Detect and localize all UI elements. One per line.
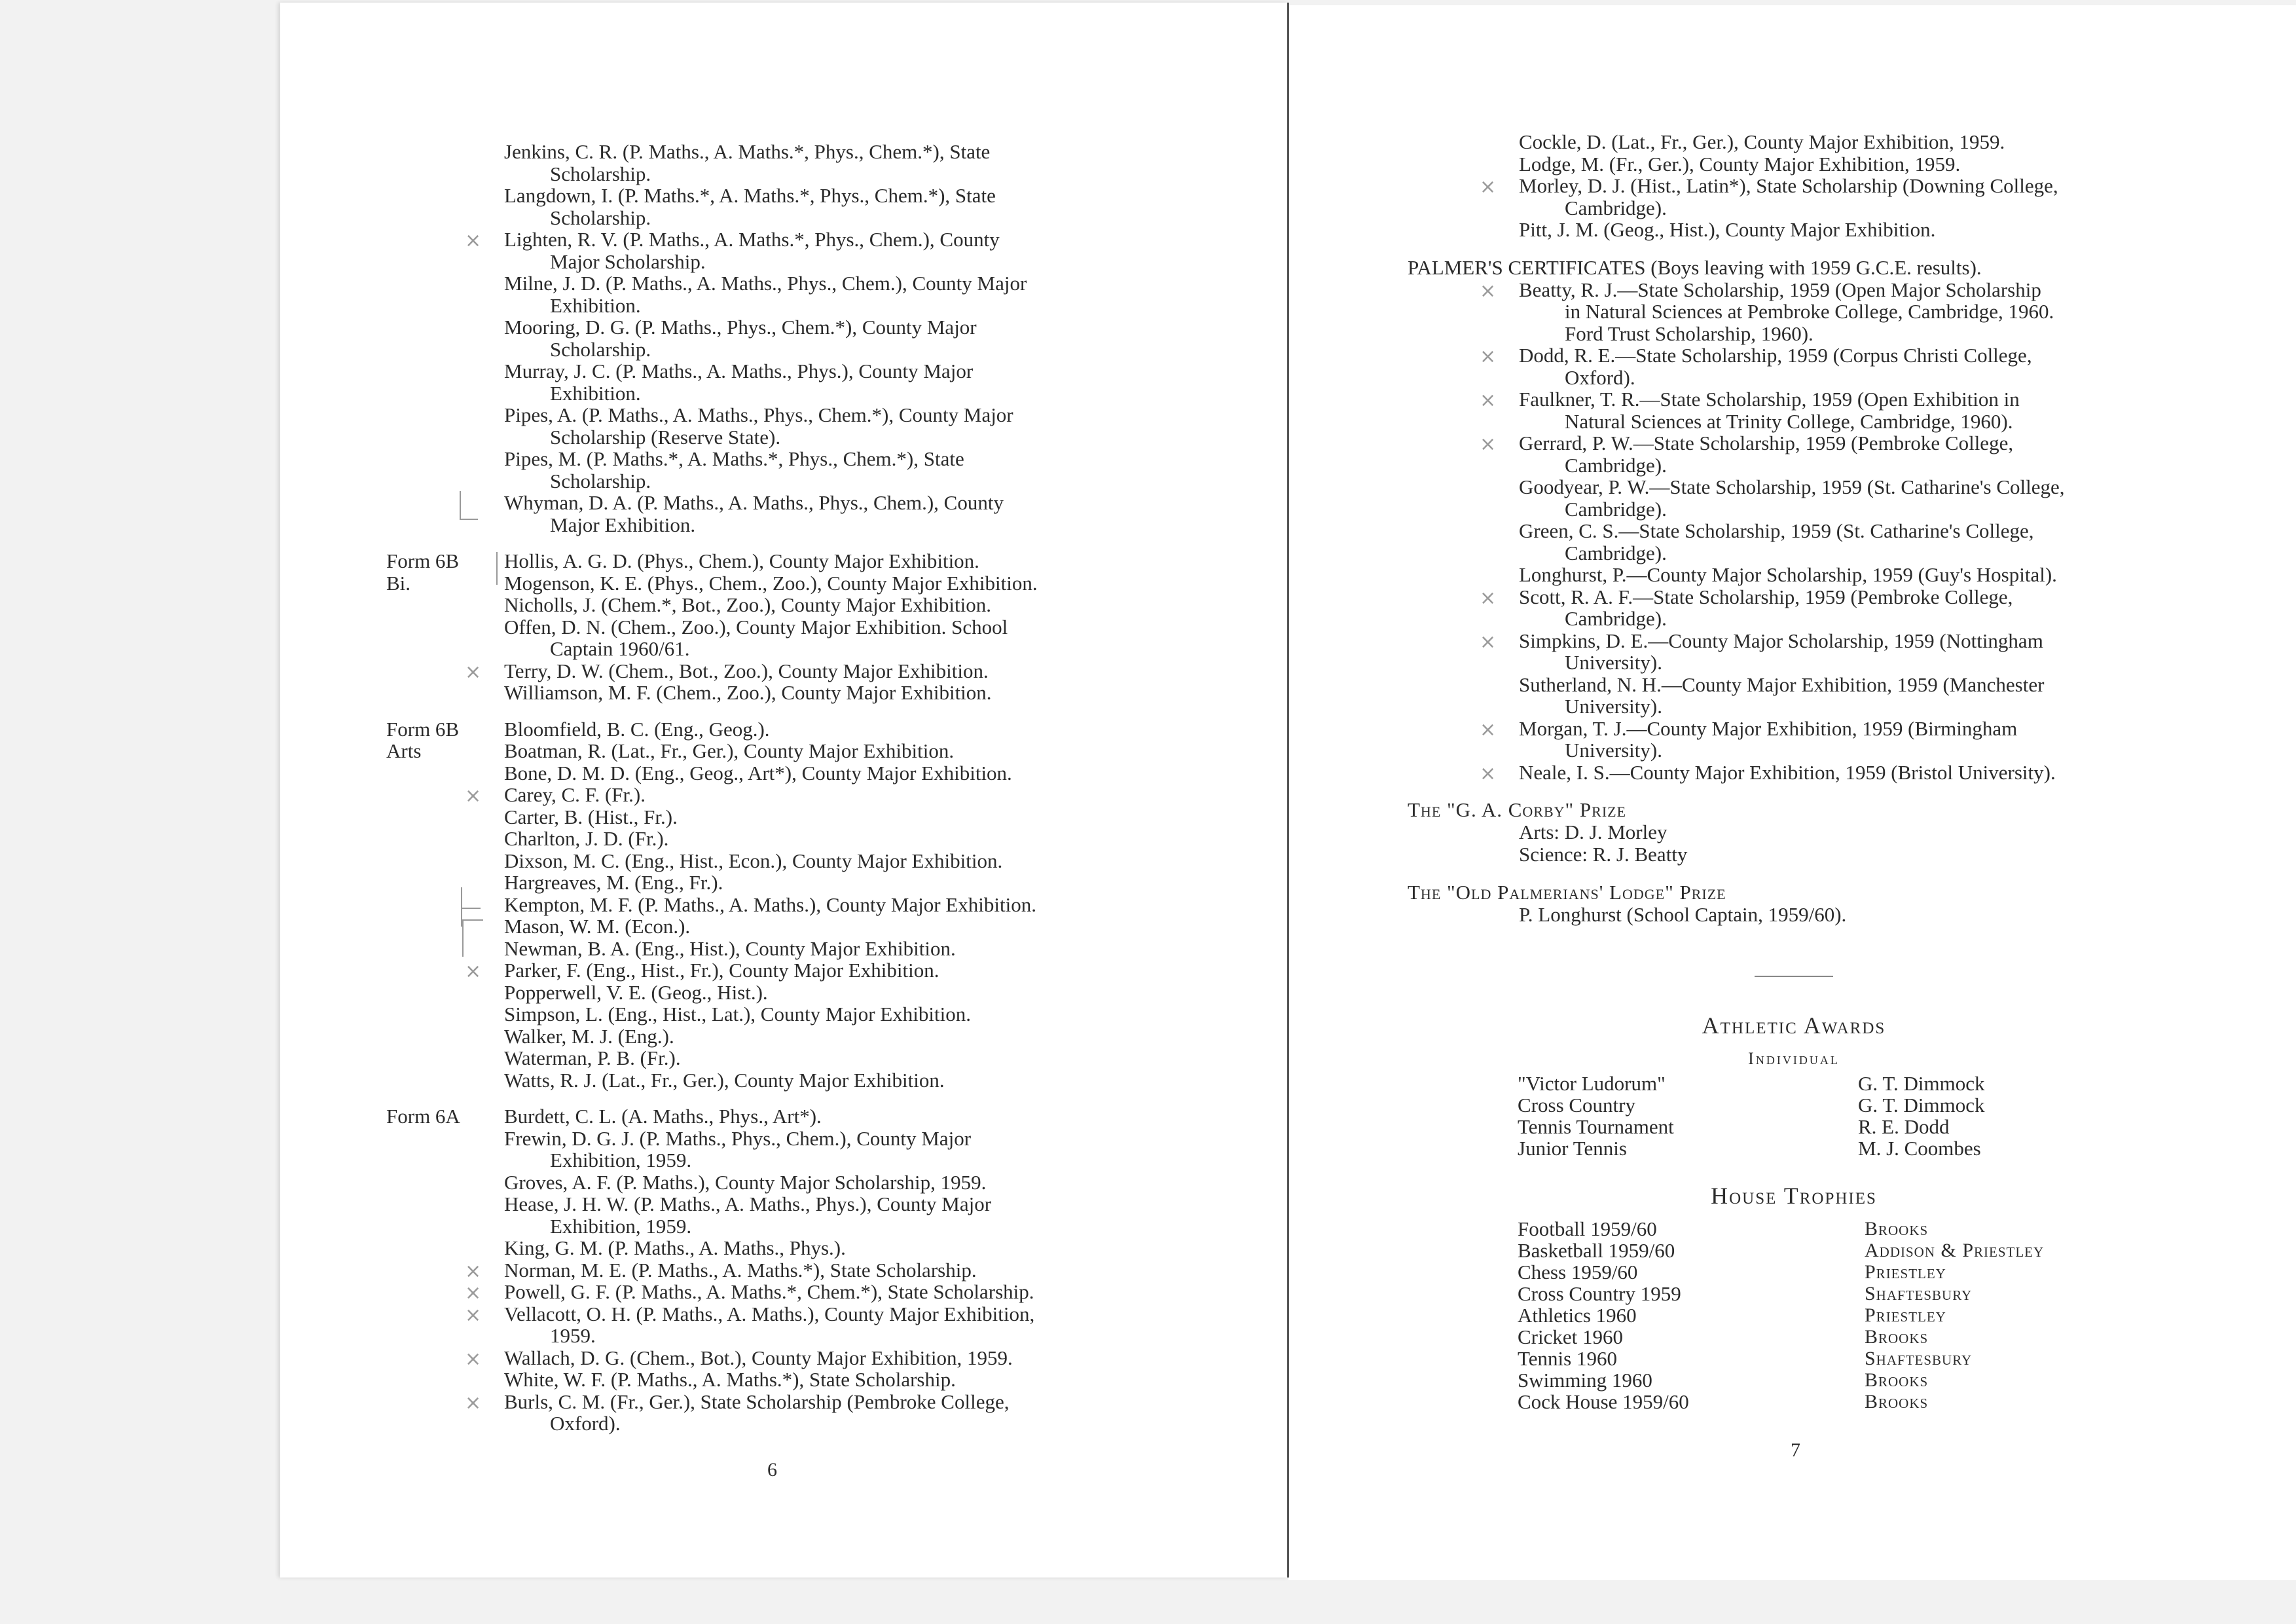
handwritten-cross-mark: × — [1480, 389, 1497, 412]
award-winner: G. T. Dimmock — [1858, 1094, 1985, 1116]
lodge-prize-line: P. Longhurst (School Captain, 1959/60). — [1519, 903, 1847, 926]
entry-continuation-line: University). — [1565, 651, 1662, 674]
list-item — [504, 616, 1172, 660]
entry-line: Parker, F. (Eng., Hist., Fr.), County Major Exhibition. — [504, 959, 939, 982]
list-item — [504, 1369, 1172, 1391]
entry-line: Neale, I. S.—County Major Exhibition, 1959 (Bristol University). — [1519, 760, 2056, 784]
entry-continuation-line: Scholarship (Reserve State). — [550, 425, 781, 449]
corby-prize-line: Arts: D. J. Morley — [1519, 821, 1667, 843]
handwritten-cross-mark: × — [1480, 586, 1497, 610]
list-item — [504, 718, 1172, 741]
entry-line: Simpkins, D. E.—County Major Scholarship, 1959 (Nottingham — [1519, 629, 2043, 652]
entry-continuation-line: Major Exhibition. — [550, 513, 696, 536]
handwritten-bracket-mark — [460, 519, 478, 520]
award-event: Athletics 1960 — [1518, 1304, 1637, 1327]
entry-line: Lodge, M. (Fr., Ger.), County Major Exhibition, 1959. — [1519, 152, 1961, 175]
entry-line: Watts, R. J. (Lat., Fr., Ger.), County Major Exhibition. — [504, 1068, 945, 1092]
entry-line: Dodd, R. E.—State Scholarship, 1959 (Corpus Christi College, — [1519, 344, 2032, 367]
list-item — [1480, 629, 2200, 674]
entry-line: Mooring, D. G. (P. Maths., Phys., Chem.*), County Major — [504, 316, 977, 339]
entry-line: Offen, D. N. (Chem., Zoo.), County Major Exhibition. School — [504, 615, 1008, 638]
lodge-prize — [1408, 881, 2200, 926]
form-group — [386, 549, 1172, 704]
table-row — [1518, 1261, 2044, 1283]
entry-continuation-line: Oxford). — [550, 1412, 621, 1435]
award-event: Junior Tennis — [1518, 1137, 1627, 1160]
entry-line: Carter, B. (Hist., Fr.). — [504, 805, 678, 828]
award-winner: Addison & Priestley — [1865, 1240, 2045, 1261]
entry-line: Pipes, M. (P. Maths.*, A. Maths.*, Phys., Chem.*), State — [504, 447, 964, 470]
table-row — [1518, 1348, 2044, 1369]
handwritten-bracket-mark — [496, 552, 507, 585]
book-spine — [1287, 3, 1289, 1578]
award-winner: G. T. Dimmock — [1858, 1072, 1985, 1095]
entry-continuation-line: Cambridge). — [1565, 453, 1667, 477]
list-item — [504, 1128, 1172, 1172]
left-page-content — [386, 140, 1172, 1435]
list-item — [504, 1193, 1172, 1237]
entry-line: Morley, D. J. (Hist., Latin*), State Scholarship (Downing College, — [1519, 174, 2058, 197]
list-item — [1480, 278, 2200, 345]
table-row — [1518, 1391, 2044, 1412]
list-item — [465, 1302, 1172, 1347]
award-winner: Shaftesbury — [1865, 1283, 1973, 1304]
list-item — [465, 1346, 1172, 1371]
entry-continuation-line: University). — [1565, 695, 1662, 718]
table-row — [1518, 1094, 1984, 1116]
entry-line: Faulkner, T. R.—State Scholarship, 1959 (Open Exhibition in — [1519, 388, 2020, 411]
house-trophies-title: House Trophies — [1711, 1183, 1877, 1209]
entry-line: Powell, G. F. (P. Maths., A. Maths.*, Chem.*), State Scholarship. — [504, 1280, 1034, 1303]
list-item — [1480, 585, 2200, 630]
entry-line: Boatman, R. (Lat., Fr., Ger.), County Major Exhibition. — [504, 739, 955, 762]
handwritten-cross-mark: × — [465, 229, 482, 252]
list-item — [1480, 760, 2200, 785]
entry-line: Hollis, A. G. D. (Phys., Chem.), County Major Exhibition. — [504, 549, 979, 572]
corby-prize — [1408, 798, 2200, 866]
entry-line: Goodyear, P. W.—State Scholarship, 1959 (St. Catharine's College, — [1519, 475, 2065, 498]
entry-line: Milne, J. D. (P. Maths., A. Maths., Phys., Chem.), County Major — [504, 272, 1027, 295]
list-item — [504, 828, 1172, 850]
form-group — [386, 1105, 1172, 1435]
handwritten-cross-mark: × — [1480, 630, 1497, 654]
list-item — [465, 1258, 1172, 1283]
handwritten-cross-mark: × — [465, 1282, 482, 1304]
exhibition-list — [1480, 130, 2200, 241]
entry-continuation-line: Scholarship. — [550, 469, 651, 492]
entry-continuation-line: Natural Sciences at Trinity College, Cambridge, 1960). — [1565, 409, 2013, 433]
entry-line: Pitt, J. M. (Geog., Hist.), County Major Exhibition. — [1519, 218, 1936, 241]
list-item — [504, 1003, 1172, 1025]
handwritten-cross-mark: × — [1480, 762, 1497, 785]
award-winner: Priestley — [1865, 1304, 1946, 1326]
entry-line: Green, C. S.—State Scholarship, 1959 (St. Catharine's College, — [1519, 519, 2034, 542]
handwritten-cross-mark: × — [465, 784, 482, 807]
individual-awards-table — [1518, 1073, 1984, 1159]
entry-line: Frewin, D. G. J. (P. Maths., Phys., Chem.), County Major — [504, 1126, 972, 1150]
handwritten-cross-mark: × — [1480, 433, 1497, 456]
list-item — [465, 1280, 1172, 1304]
entry-continuation-line: Oxford). — [1565, 365, 1635, 389]
entry-line: Jenkins, C. R. (P. Maths., A. Maths.*, Phys., Chem.*), State — [504, 140, 991, 163]
handwritten-cross-mark: × — [1480, 345, 1497, 368]
table-row — [1518, 1240, 2044, 1261]
list-item — [1519, 219, 2200, 241]
list-item — [1480, 344, 2200, 389]
handwritten-cross-mark: × — [465, 660, 482, 684]
section-divider — [1755, 976, 1833, 977]
handwritten-cross-mark: × — [1480, 718, 1497, 741]
table-row — [1518, 1283, 2044, 1304]
entry-line: Dixson, M. C. (Eng., Hist., Econ.), County Major Exhibition. — [504, 849, 1003, 872]
list-item — [504, 806, 1172, 828]
entry-continuation-line: Ford Trust Scholarship, 1960). — [1565, 322, 1813, 345]
entry-continuation-line: University). — [1565, 739, 1662, 762]
table-row — [1518, 1116, 1984, 1137]
entry-line: Mason, W. M. (Econ.). — [504, 915, 691, 938]
entry-line: Lighten, R. V. (P. Maths., A. Maths.*, Phys., Chem.), County — [504, 228, 1000, 251]
entry-line: Bloomfield, B. C. (Eng., Geog.). — [504, 717, 770, 741]
handwritten-cross-mark: × — [465, 960, 482, 983]
entry-line: Sutherland, N. H.—County Major Exhibition, 1959 (Manchester — [1519, 673, 2045, 696]
list-item — [504, 404, 1172, 448]
list-item — [504, 1069, 1172, 1092]
award-event: Cross Country — [1518, 1094, 1635, 1116]
list-item — [504, 1025, 1172, 1048]
table-row — [1518, 1137, 1984, 1159]
entry-line: Waterman, P. B. (Fr.). — [504, 1046, 681, 1069]
handwritten-cross-mark: × — [1480, 279, 1497, 303]
handwritten-cross-mark: × — [465, 1347, 482, 1371]
table-row — [1518, 1326, 2044, 1348]
handwritten-cross-mark: × — [465, 1391, 482, 1414]
entry-line: Wallach, D. G. (Chem., Bot.), County Major Exhibition, 1959. — [504, 1346, 1013, 1369]
entry-line: Morgan, T. J.—County Major Exhibition, 1959 (Birmingham — [1519, 716, 2018, 740]
corby-prize-line: Science: R. J. Beatty — [1519, 843, 1688, 866]
palmers-certificates-list — [1480, 278, 2200, 785]
list-item — [504, 141, 1172, 185]
award-event: Cock House 1959/60 — [1518, 1390, 1689, 1413]
entry-line: Groves, A. F. (P. Maths.), County Major Scholarship, 1959. — [504, 1170, 987, 1194]
list-item — [1480, 432, 2200, 477]
award-event: "Victor Ludorum" — [1518, 1072, 1666, 1095]
form-group — [386, 717, 1172, 1092]
list-item — [465, 1390, 1172, 1435]
form-group — [465, 140, 1172, 536]
table-row — [1518, 1369, 2044, 1391]
entry-continuation-line: Scholarship. — [550, 337, 651, 361]
entry-continuation-line: in Natural Sciences at Pembroke College, Cambridge, 1960. — [1565, 300, 2054, 323]
list-item — [504, 850, 1172, 872]
list-item — [1480, 174, 2200, 219]
award-event: Swimming 1960 — [1518, 1369, 1652, 1392]
house-trophies-table — [1518, 1218, 2044, 1412]
list-item — [504, 682, 1172, 704]
list-item — [1480, 716, 2200, 762]
corby-prize-heading: The "G. A. Corby" Prize — [1408, 798, 1627, 821]
list-item — [504, 1047, 1172, 1069]
entry-continuation-line: Exhibition. — [550, 381, 641, 405]
award-winner: R. E. Dodd — [1858, 1115, 1950, 1138]
right-page-number: 7 — [1791, 1439, 1800, 1461]
list-item — [504, 915, 1172, 938]
award-event: Cricket 1960 — [1518, 1325, 1623, 1348]
entry-line: Hease, J. H. W. (P. Maths., A. Maths., Phys.), County Major — [504, 1192, 992, 1215]
award-winner: Brooks — [1865, 1369, 1929, 1391]
list-item — [1519, 520, 2200, 564]
list-item — [504, 185, 1172, 229]
entry-continuation-line: Scholarship. — [550, 206, 651, 229]
handwritten-bracket-mark — [460, 491, 461, 519]
lodge-prize-heading: The "Old Palmerians' Lodge" Prize — [1408, 881, 1726, 904]
award-event: Tennis Tournament — [1518, 1115, 1674, 1138]
entry-line: Charlton, J. D. (Fr.). — [504, 827, 669, 850]
list-item — [504, 448, 1172, 492]
list-item — [504, 982, 1172, 1004]
table-row — [1518, 1073, 1984, 1094]
entry-continuation-line: Exhibition, 1959. — [550, 1149, 692, 1172]
entry-line: Longhurst, P.—County Major Scholarship, 1959 (Guy's Hospital). — [1519, 563, 2057, 586]
entry-continuation-line: Exhibition, 1959. — [550, 1214, 692, 1238]
entry-line: Mogenson, K. E. (Phys., Chem., Zoo.), County Major Exhibition. — [504, 571, 1038, 595]
award-event: Tennis 1960 — [1518, 1347, 1617, 1370]
entry-continuation-line: Scholarship. — [550, 162, 651, 185]
entry-line: Walker, M. J. (Eng.). — [504, 1024, 674, 1048]
entry-line: Norman, M. E. (P. Maths., A. Maths.*), State Scholarship. — [504, 1258, 977, 1282]
table-row — [1518, 1304, 2044, 1326]
list-item — [1480, 388, 2200, 433]
table-row — [1518, 1218, 2044, 1240]
list-item — [465, 659, 1172, 684]
left-page-number: 6 — [767, 1459, 777, 1481]
award-event: Cross Country 1959 — [1518, 1282, 1681, 1305]
entry-line: Burls, C. M. (Fr., Ger.), State Scholarship (Pembroke College, — [504, 1390, 1010, 1413]
list-item — [504, 316, 1172, 360]
entry-continuation-line: Cambridge). — [1565, 497, 1667, 521]
entry-line: Scott, R. A. F.—State Scholarship, 1959 (Pembroke College, — [1519, 585, 2013, 608]
entry-line: Williamson, M. F. (Chem., Zoo.), County Major Exhibition. — [504, 681, 992, 704]
list-item — [1519, 476, 2200, 520]
form-label: Form 6B Bi. — [386, 549, 460, 595]
entry-line: Popperwell, V. E. (Geog., Hist.). — [504, 980, 768, 1004]
entry-line: Murray, J. C. (P. Maths., A. Maths., Phys.), County Major — [504, 360, 974, 382]
award-winner: Brooks — [1865, 1326, 1929, 1348]
entry-continuation-line: 1959. — [550, 1324, 596, 1347]
list-item — [465, 783, 1172, 807]
entry-line: Hargreaves, M. (Eng., Fr.). — [504, 871, 723, 894]
entry-line: Whyman, D. A. (P. Maths., A. Maths., Phys., Chem.), County — [504, 491, 1004, 514]
athletic-awards-subtitle: Individual — [1748, 1049, 1840, 1068]
list-item — [504, 872, 1172, 894]
list-item — [504, 938, 1172, 960]
award-winner: Brooks — [1865, 1218, 1929, 1240]
list-item — [504, 1172, 1172, 1194]
entry-line: Gerrard, P. W.—State Scholarship, 1959 (Pembroke College, — [1519, 432, 2014, 454]
entry-line: Pipes, A. (P. Maths., A. Maths., Phys., Chem.*), County Major — [504, 403, 1013, 426]
entry-line: Langdown, I. (P. Maths.*, A. Maths.*, Phys., Chem.*), State — [504, 184, 996, 207]
list-item — [1519, 674, 2200, 718]
list-item — [504, 1237, 1172, 1259]
entry-line: Cockle, D. (Lat., Fr., Ger.), County Major Exhibition, 1959. — [1519, 130, 2005, 153]
handwritten-bracket-mark — [461, 908, 481, 909]
entry-continuation-line: Major Scholarship. — [550, 249, 706, 273]
handwritten-cross-mark: × — [465, 1259, 482, 1283]
list-item — [504, 550, 1172, 572]
entry-line: White, W. F. (P. Maths., A. Maths.*), State Scholarship. — [504, 1368, 956, 1391]
entry-line: Kempton, M. F. (P. Maths., A. Maths.), County Major Exhibition. — [504, 893, 1037, 916]
list-item — [504, 762, 1172, 784]
handwritten-cross-mark: × — [465, 1303, 482, 1327]
entry-continuation-line: Captain 1960/61. — [550, 637, 690, 660]
entry-continuation-line: Cambridge). — [1565, 607, 1667, 630]
palmers-certificates-heading: PALMER'S CERTIFICATES (Boys leaving with 1959 G.C.E. results). — [1408, 255, 1982, 279]
form-label: Form 6A — [386, 1105, 460, 1128]
award-winner: Priestley — [1865, 1261, 1946, 1283]
award-event: Football 1959/60 — [1518, 1217, 1657, 1240]
entry-line: Vellacott, O. H. (P. Maths., A. Maths.), County Major Exhibition, — [504, 1302, 1035, 1325]
list-item — [504, 1105, 1172, 1128]
handwritten-cross-mark: × — [1480, 175, 1497, 198]
entry-continuation-line: Cambridge). — [1565, 196, 1667, 219]
entry-line: Terry, D. W. (Chem., Bot., Zoo.), County Major Exhibition. — [504, 659, 989, 682]
athletic-awards-title: Athletic Awards — [1702, 1012, 1886, 1039]
award-winner: M. J. Coombes — [1858, 1137, 1981, 1160]
list-item — [504, 740, 1172, 762]
entry-line: King, G. M. (P. Maths., A. Maths., Phys.). — [504, 1236, 846, 1259]
list-item — [465, 959, 1172, 983]
entry-line: Simpson, L. (Eng., Hist., Lat.), County Major Exhibition. — [504, 1003, 971, 1025]
form-label: Form 6B Arts — [386, 717, 460, 762]
entry-line: Burdett, C. L. (A. Maths., Phys., Art*). — [504, 1105, 822, 1128]
list-item — [504, 272, 1172, 316]
entry-line: Carey, C. F. (Fr.). — [504, 783, 646, 806]
entry-continuation-line: Exhibition. — [550, 293, 641, 317]
list-item — [465, 228, 1172, 273]
entry-line: Newman, B. A. (Eng., Hist.), County Major Exhibition. — [504, 936, 956, 960]
entry-line: Beatty, R. J.—State Scholarship, 1959 (Open Major Scholarship — [1519, 278, 2041, 301]
entry-continuation-line: Cambridge). — [1565, 541, 1667, 564]
entry-line: Bone, D. M. D. (Eng., Geog., Art*), County Major Exhibition. — [504, 761, 1012, 784]
handwritten-bracket-mark — [462, 919, 483, 957]
list-item — [1519, 564, 2200, 586]
list-item — [504, 360, 1172, 404]
right-page-content — [1408, 130, 2200, 926]
award-winner: Shaftesbury — [1865, 1348, 1973, 1369]
list-item — [504, 572, 1172, 595]
award-event: Basketball 1959/60 — [1518, 1239, 1675, 1262]
list-item — [504, 594, 1172, 616]
award-winner: Brooks — [1865, 1391, 1929, 1412]
list-item — [1519, 131, 2200, 153]
award-event: Chess 1959/60 — [1518, 1261, 1638, 1283]
entry-line: Nicholls, J. (Chem.*, Bot., Zoo.), County Major Exhibition. — [504, 593, 991, 616]
list-item — [504, 894, 1172, 916]
list-item — [1519, 153, 2200, 175]
list-item — [504, 492, 1172, 536]
